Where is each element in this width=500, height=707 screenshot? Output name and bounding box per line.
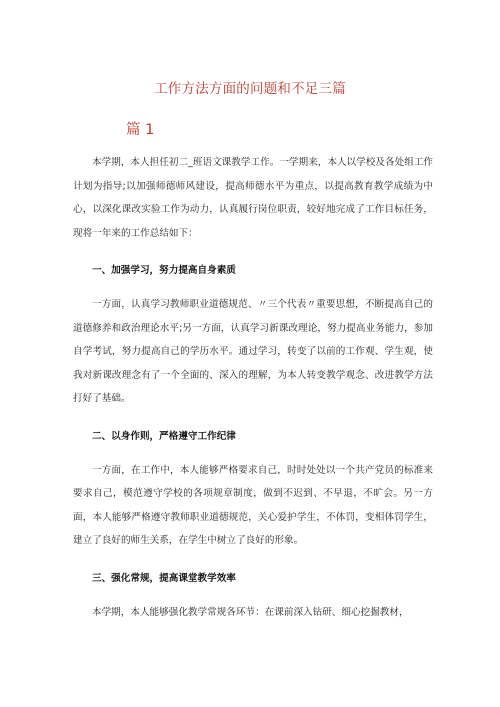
paragraph-routine: 本学期，本人能够强化教学常规各环节：在课前深入钻研、细心挖掘教材，: [92, 606, 409, 618]
paragraph-study: 一方面，认真学习教师职业道德规范、〃三个代表〃重要思想，不断提高自己的道德修养和政治理论水平;另一方面，认真学习新课改理论，努力提高业务能力，参加自学考试，努力提高自己的学历水平。通过学习，转变了以前的工作观、学生观，使我对新课改理念有了一个全面的、深入的理解，为本人转变教学观念、改进教学方法打好了基础。: [73, 298, 433, 405]
document-body: [73, 151, 433, 624]
heading-discipline: 二、以身作则，严格遵守工作纪律: [92, 430, 236, 442]
paragraph-intro: 本学期，本人担任初二_班语文课教学工作。一学期来，本人以学校及各处组工作计划为指导;以加强师德师风建设，提高师德水平为重点，以提高教育教学成绩为中心，以深化课改实验工作为动力，认真履行岗位职责，较好地完成了工作目标任务，现将一年来的工作总结如下：: [73, 157, 433, 239]
document-title: 工作方法方面的问题和不足三篇: [154, 81, 346, 97]
heading-study: 一、加强学习，努力提高自身素质: [92, 265, 236, 277]
section-label: 篇 1: [126, 122, 155, 138]
paragraph-discipline: 一方面，在工作中，本人能够严格要求自己，时时处处以一个共产党员的标准来要求自己，模范遵守学校的各项规章制度，做到不迟到、不早退，不旷会。另一方面，本人能够严格遵守教师职业道德规范，关心爱护学生，不体罚，变相体罚学生，建立了良好的师生关系，在学生中树立了良好的形象。: [73, 464, 433, 547]
heading-routine: 三、强化常规，提高课堂教学效率: [92, 572, 236, 584]
